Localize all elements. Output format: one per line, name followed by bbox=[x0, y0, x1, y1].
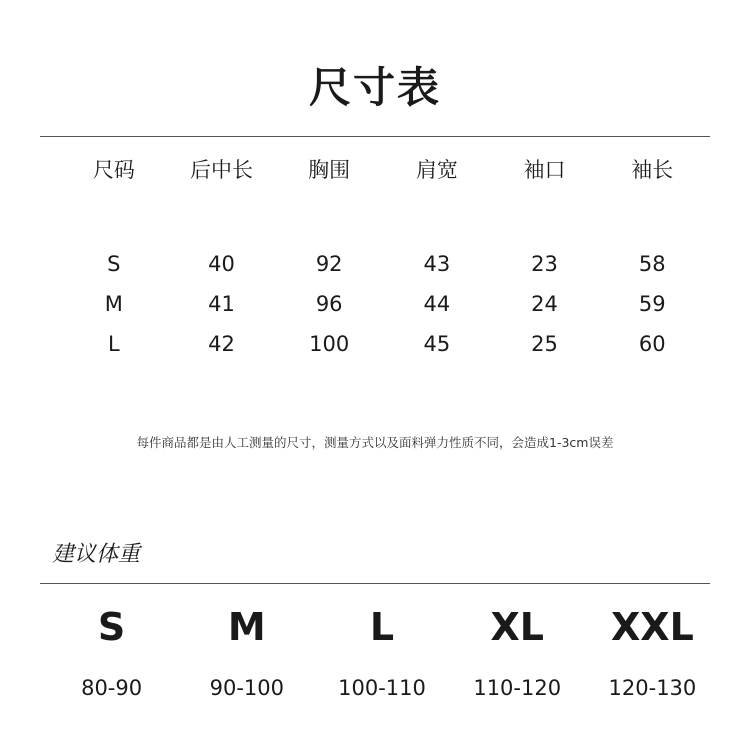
table-row bbox=[60, 332, 706, 356]
table-cell: 42 bbox=[208, 332, 235, 356]
table-cell: 58 bbox=[638, 252, 666, 276]
size-label: XXL bbox=[611, 605, 694, 649]
table-cell: 96 bbox=[315, 292, 343, 316]
table-cell: 45 bbox=[423, 332, 451, 356]
table-cell: 25 bbox=[531, 332, 558, 356]
table-cell: 41 bbox=[208, 292, 235, 316]
size-label: L bbox=[369, 605, 395, 649]
header-size: 尺码 bbox=[92, 158, 135, 182]
table-cell: 23 bbox=[531, 252, 558, 276]
table-header bbox=[60, 154, 706, 184]
table-cell: L bbox=[107, 332, 120, 356]
weight-divider bbox=[40, 583, 710, 584]
table-cell: 44 bbox=[423, 292, 451, 316]
size-label: XL bbox=[490, 605, 544, 649]
size-label: S bbox=[97, 605, 126, 649]
weight-range: 80-90 bbox=[81, 676, 143, 700]
weight-range: 120-130 bbox=[608, 676, 697, 700]
weight-range: 110-120 bbox=[473, 676, 562, 700]
table-cell: 40 bbox=[208, 252, 235, 276]
weight-section-title: 建议体重 bbox=[52, 542, 141, 567]
table-row bbox=[60, 292, 706, 316]
table-cell: M bbox=[104, 292, 123, 316]
table-cell: 43 bbox=[423, 252, 451, 276]
header-chest: 胸围 bbox=[308, 158, 351, 182]
size-label: M bbox=[227, 605, 266, 649]
header-shoulder: 肩宽 bbox=[415, 158, 458, 182]
header-sleeve-length: 袖长 bbox=[631, 158, 674, 182]
header-back-length: 后中长 bbox=[190, 158, 253, 182]
weight-range: 100-110 bbox=[338, 676, 426, 700]
weight-ranges bbox=[44, 676, 720, 700]
table-row bbox=[60, 252, 706, 276]
table-cell: 60 bbox=[638, 332, 666, 356]
table-cell: 59 bbox=[638, 292, 666, 316]
table-cell: 100 bbox=[309, 332, 350, 356]
weight-size-labels bbox=[44, 605, 720, 649]
table-cell: 92 bbox=[315, 252, 343, 276]
page-title: 尺寸表 bbox=[308, 63, 441, 112]
measurement-note: 每件商品都是由人工测量的尺寸，测量方式以及面料弹力性质不同，会造成1-3cm误差 bbox=[136, 435, 614, 450]
table-cell: 24 bbox=[531, 292, 558, 316]
header-cuff: 袖口 bbox=[523, 158, 566, 182]
weight-range: 90-100 bbox=[209, 676, 284, 700]
top-divider bbox=[40, 136, 710, 137]
table-cell: S bbox=[107, 252, 121, 276]
